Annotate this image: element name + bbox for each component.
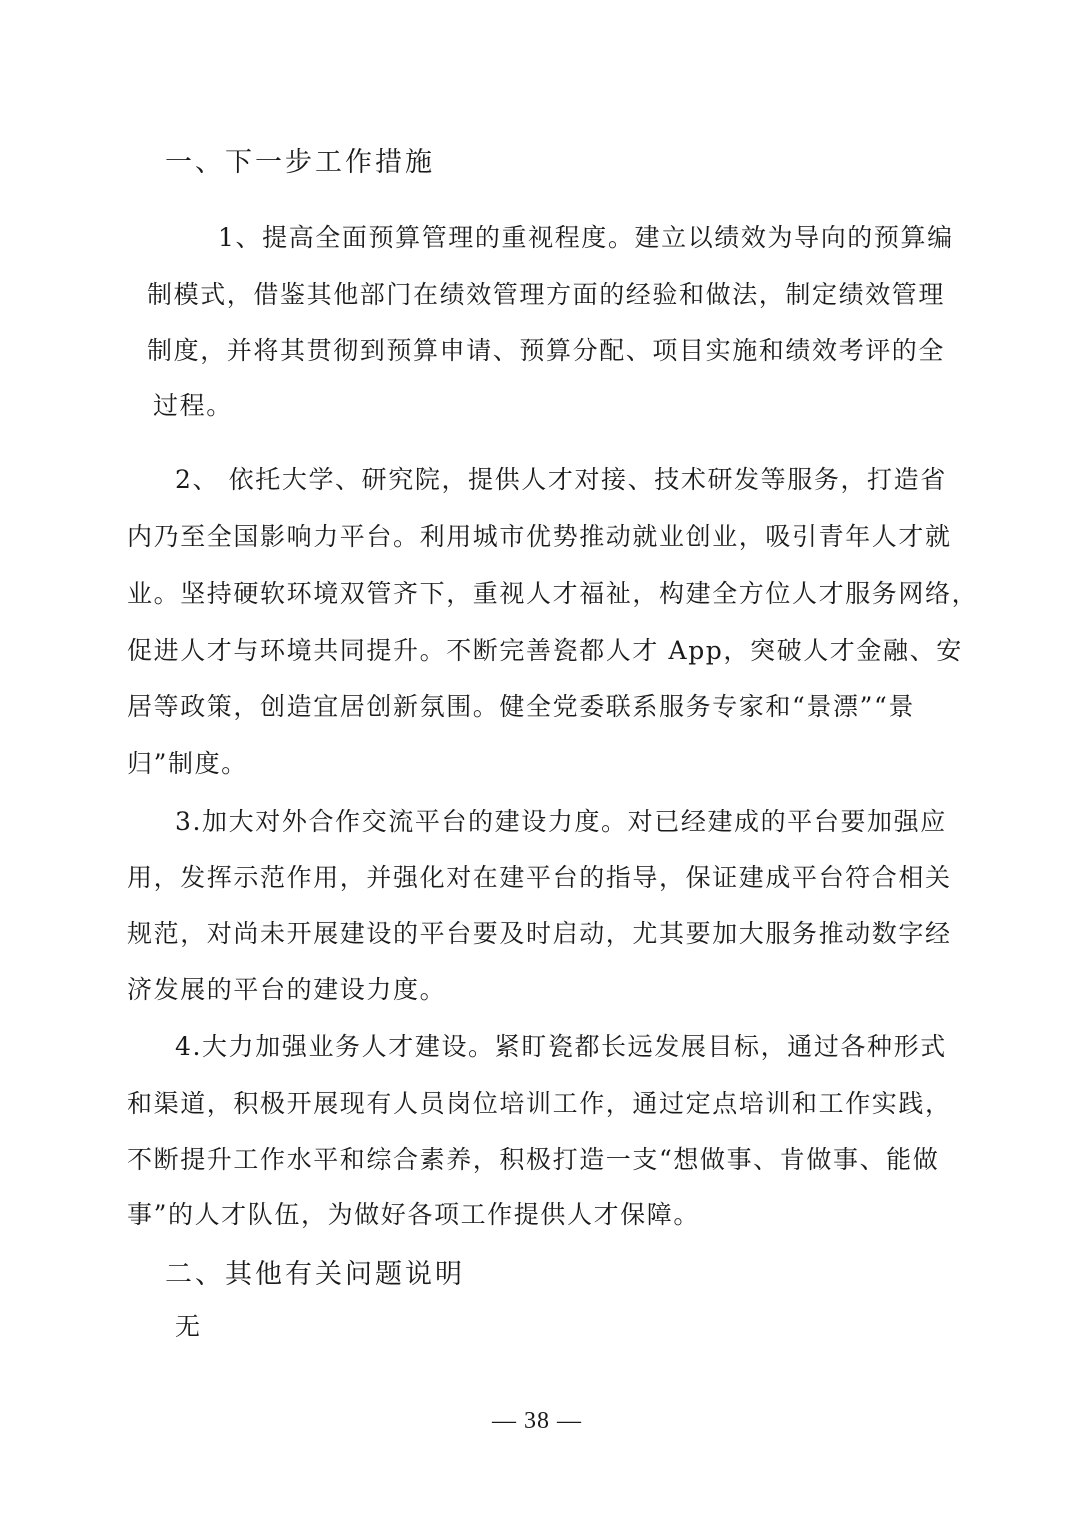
section-body: 无 bbox=[175, 1312, 202, 1341]
page-number: — 38 — bbox=[492, 1408, 582, 1434]
text-line: 制模式，借鉴其他部门在绩效管理方面的经验和做法，制定绩效管理 bbox=[147, 280, 946, 309]
text-line: 1、提高全面预算管理的重视程度。建立以绩效为导向的预算编 bbox=[218, 223, 954, 252]
text-line: 事”的人才队伍，为做好各项工作提供人才保障。 bbox=[127, 1200, 700, 1229]
text-line: 2、 依托大学、研究院，提供人才对接、技术研发等服务，打造省 bbox=[175, 465, 947, 494]
text-line: 规范，对尚未开展建设的平台要及时启动，尤其要加大服务推动数字经 bbox=[127, 919, 952, 948]
text-line: 济发展的平台的建设力度。 bbox=[127, 975, 447, 1004]
text-line: 内乃至全国影响力平台。利用城市优势推动就业创业，吸引青年人才就 bbox=[127, 522, 952, 551]
text-line: 归”制度。 bbox=[127, 749, 248, 778]
text-line: 4.大力加强业务人才建设。紧盯瓷都长远发展目标，通过各种形式 bbox=[175, 1032, 947, 1061]
text-line: 3.加大对外合作交流平台的建设力度。对已经建成的平台要加强应 bbox=[175, 807, 947, 836]
text-line: 和渠道，积极开展现有人员岗位培训工作，通过定点培训和工作实践， bbox=[127, 1089, 952, 1118]
text-line: 制度，并将其贯彻到预算申请、预算分配、项目实施和绩效考评的全 bbox=[147, 336, 946, 365]
text-line: 不断提升工作水平和综合素养，积极打造一支“想做事、肯做事、能做 bbox=[127, 1145, 940, 1174]
text-line: 过程。 bbox=[153, 391, 233, 420]
section-heading: 一、下一步工作措施 bbox=[165, 147, 435, 178]
text-line: 业。坚持硬软环境双管齐下，重视人才福祉，构建全方位人才服务网络， bbox=[127, 579, 979, 608]
text-line: 用，发挥示范作用，并强化对在建平台的指导，保证建成平台符合相关 bbox=[127, 863, 952, 892]
text-line: 居等政策，创造宜居创新氛围。健全党委联系服务专家和“景漂”“景 bbox=[127, 692, 915, 721]
section-heading: 二、其他有关问题说明 bbox=[165, 1259, 465, 1290]
text-line: 促进人才与环境共同提升。不断完善瓷都人才 App，突破人才金融、安 bbox=[127, 636, 963, 665]
